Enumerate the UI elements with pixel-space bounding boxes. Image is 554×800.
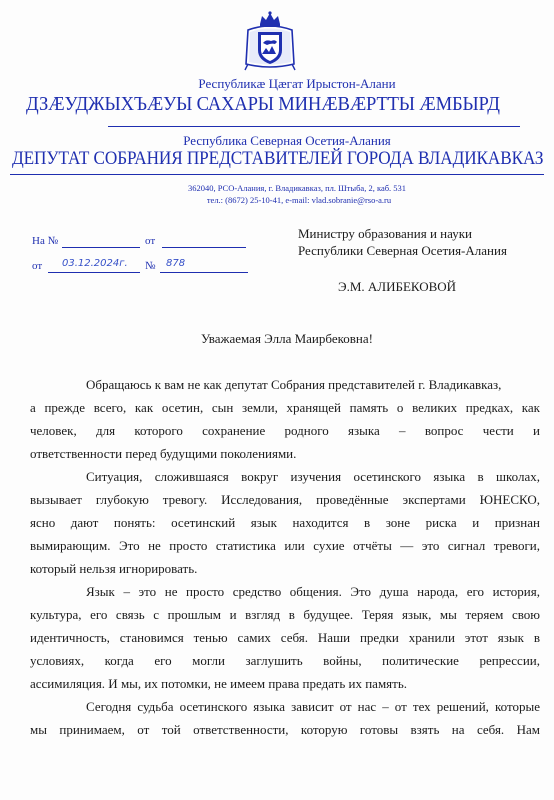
- letterhead-deputy-title: ДЕПУТАТ СОБРАНИЯ ПРЕДСТАВИТЕЛЕЙ ГОРОДА ВЛАДИКАВКАЗ: [12, 149, 544, 169]
- body-line: а прежде всего, как осетин, сын земли, хранящей память о великих предках, как: [30, 400, 540, 415]
- letterhead-republic-ossetian: Республикæ Цæгат Ирыстон-Алани: [198, 76, 396, 91]
- body-line: человек, для которого сохранение родного языка – вопрос чести и: [30, 423, 540, 438]
- body-line: Обращаюсь к вам не как депутат Собрания представителей г. Владикавказ,: [86, 377, 502, 392]
- body-line: ассимиляция. И мы, их потомки, не имеем права предать их память.: [30, 676, 408, 691]
- letterhead-divider-bottom: [10, 174, 544, 175]
- body-line: который нельзя игнорировать.: [30, 561, 198, 576]
- body-line: Ситуация, сложившаяся вокруг изучения осетинского языка в школах,: [86, 469, 540, 484]
- letterhead-contacts: тел.: (8672) 25-10-41, e-mail: vlad.sobranie@rso-a.ru: [206, 195, 392, 205]
- ref-num-label: №: [145, 260, 156, 272]
- ref-date-handwritten: 03.12.2024г.: [62, 258, 128, 269]
- body-line: вымирающим. Это не просто статистика или сухие отчёты — это сигнал тревоги,: [30, 538, 540, 553]
- addressee-position: Министру образования и науки: [298, 226, 472, 241]
- addressee-name: Э.М. АЛИБЕКОВОЙ: [338, 279, 457, 294]
- body-line: Сегодня судьба осетинского языка зависит от нас – от тех решений, которые: [86, 699, 540, 714]
- ref-number-line: [160, 272, 248, 273]
- ref-ot-line: [162, 247, 246, 248]
- body-line: Язык – это не просто средство общения. Это душа народа, его история,: [86, 584, 540, 599]
- addressee-ministry: Республики Северная Осетия-Алания: [298, 243, 507, 258]
- letterhead-assembly-ossetian: ДЗÆУДЖЫХЪÆУЫ САХАРЫ МИНÆВÆРТТЫ ÆМБЫРД: [26, 93, 500, 115]
- ref-na-line: [62, 247, 140, 248]
- body-line: ясно дают понять: осетинский язык находится в зоне риска и признан: [30, 515, 540, 530]
- body-line: мы принимаем, от той ответственности, которую готовы взять на себя. Нам: [30, 722, 540, 737]
- ref-ot-label: от: [145, 235, 156, 247]
- body-line: идентичность, становимся тенью самих себя. Наши предки хранили этот язык в: [30, 630, 540, 645]
- body-line: ответственности перед будущими поколениями.: [30, 446, 297, 461]
- body-line: условиях, когда его могли заглушить войны, политические репрессии,: [30, 653, 540, 668]
- ref-number-handwritten: 878: [166, 258, 186, 269]
- ref-na-label: На №: [32, 235, 59, 247]
- body-line: вызывает глубокую тревогу. Исследования, проведённые экспертами ЮНЕСКО,: [30, 492, 540, 507]
- ref-date-line: [48, 272, 140, 273]
- salutation: Уважаемая Элла Маирбековна!: [201, 331, 373, 346]
- body-line: культура, его связь с прошлым и взгляд в будущее. Теряя язык, мы теряем свою: [30, 607, 540, 622]
- ref-ot2-label: от: [32, 260, 43, 272]
- letterhead-address: 362040, РСО-Алания, г. Владикавказ, пл. Штыба, 2, каб. 531: [187, 183, 407, 193]
- letterhead-divider-top: [108, 126, 520, 127]
- coat-of-arms-emblem: [242, 10, 298, 72]
- letterhead-republic-russian: Республика Северная Осетия-Алания: [183, 133, 391, 148]
